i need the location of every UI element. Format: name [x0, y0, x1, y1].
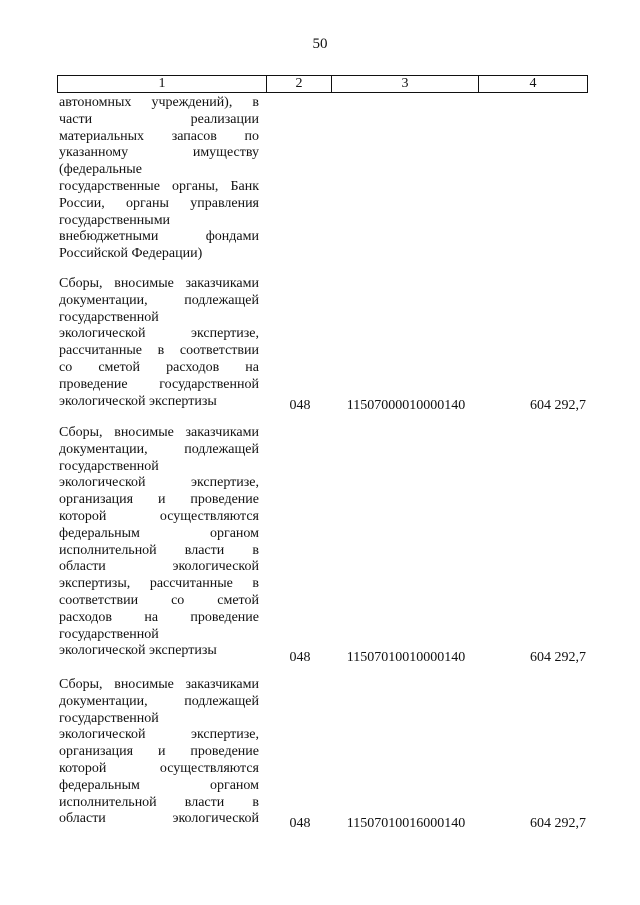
desc-line: (федеральные	[59, 162, 142, 178]
desc-line: внебюджетными фондами	[59, 229, 259, 245]
table-row-3-kbk: 11507010016000140	[346, 816, 466, 831]
desc-line: государственные органы, Банк	[59, 178, 259, 194]
desc-line: исполнительной власти в	[59, 542, 259, 558]
desc-line: федеральным органом	[59, 525, 259, 541]
desc-line: государственной	[59, 710, 159, 726]
table-row-1-amount: 604 292,7	[530, 398, 586, 413]
desc-line: государственными	[59, 212, 171, 228]
desc-line: государственной	[59, 458, 159, 474]
desc-line: проведение государственной	[59, 376, 259, 392]
desc-line: части реализации	[59, 111, 259, 127]
desc-line: материальных запасов по	[59, 128, 259, 144]
desc-line: экспертизы, рассчитанные в	[59, 576, 259, 592]
desc-line: которой осуществляются	[59, 508, 259, 524]
desc-line: федеральным органом	[59, 777, 259, 793]
table-row-1-code: 048	[289, 398, 311, 413]
table-row-0-description	[59, 95, 259, 263]
table-row-2-description	[59, 425, 259, 660]
header-col-3: 3	[332, 76, 479, 92]
desc-line: рассчитанные в соответствии	[59, 343, 259, 359]
desc-line: автономных учреждений), в	[59, 95, 259, 110]
desc-line: Сборы, вносимые заказчиками	[59, 677, 259, 692]
desc-line: исполнительной власти в	[59, 794, 259, 810]
table-row-2-kbk: 11507010010000140	[346, 650, 466, 665]
desc-line: которой осуществляются	[59, 760, 259, 776]
desc-line: России, органы управления	[59, 195, 259, 211]
desc-line: Сборы, вносимые заказчиками	[59, 276, 259, 291]
table-row-3-description	[59, 677, 259, 828]
desc-line: экологической экспертизы	[59, 643, 217, 659]
page-number: 50	[312, 36, 328, 52]
desc-line: документации, подлежащей	[59, 292, 259, 308]
desc-line: документации, подлежащей	[59, 693, 259, 709]
desc-line: документации, подлежащей	[59, 441, 259, 457]
desc-line: организация и проведение	[59, 492, 259, 508]
desc-line: со сметой расходов на	[59, 359, 259, 375]
table-row-3-code: 048	[289, 816, 311, 831]
desc-line: области экологической	[59, 559, 259, 575]
table-row-1-description	[59, 276, 259, 410]
desc-line: экологической экспертизе,	[59, 475, 259, 491]
desc-line: расходов на проведение	[59, 609, 259, 625]
table-row-3-amount: 604 292,7	[530, 816, 586, 831]
table-row-2-amount: 604 292,7	[530, 650, 586, 665]
desc-line: Сборы, вносимые заказчиками	[59, 425, 259, 440]
header-col-4: 4	[529, 76, 537, 91]
desc-line: экологической экспертизе,	[59, 326, 259, 342]
desc-line: указанному имуществу	[59, 145, 259, 161]
desc-line: соответствии со сметой	[59, 592, 259, 608]
desc-line: государственной	[59, 309, 159, 325]
table-header	[57, 75, 588, 93]
desc-line: экологической экспертизе,	[59, 727, 259, 743]
desc-line: организация и проведение	[59, 744, 259, 760]
header-col-1: 1	[58, 76, 267, 92]
desc-line: государственной	[59, 626, 159, 642]
table-row-1-kbk: 11507000010000140	[346, 398, 466, 413]
desc-line: области экологической	[59, 811, 259, 827]
desc-line: экологической экспертизы	[59, 393, 217, 409]
table-row-2-code: 048	[289, 650, 311, 665]
desc-line: Российской Федерации)	[59, 246, 203, 262]
header-col-2: 2	[267, 76, 332, 92]
